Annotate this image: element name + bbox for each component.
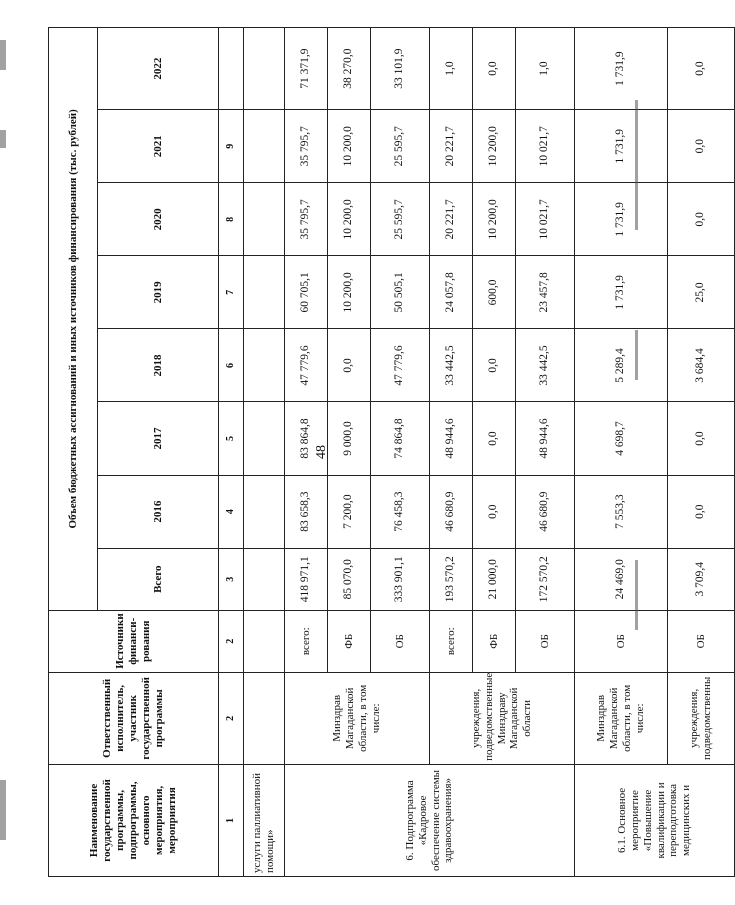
header-year: 2021 [98, 110, 219, 183]
header-volume: Объем бюджетных ассигнований и иных источников финансирования (тыс. рублей) [49, 28, 98, 611]
value-cell: 10 200,0 [473, 110, 516, 183]
value-cell: 83 658,3 [285, 475, 328, 548]
value-cell: 48 944,6 [430, 402, 473, 475]
header-year: 2019 [98, 256, 219, 329]
column-index: 1 [219, 764, 244, 876]
executor-sub: учреждения, подведомственные Минздраву Магаданской области [430, 672, 575, 764]
value-cell: 1 731,9 [575, 110, 668, 183]
value-cell: 20 221,7 [430, 183, 473, 256]
value-cell: 0,0 [668, 475, 735, 548]
value-cell: 9 000,0 [328, 402, 371, 475]
value-cell: 10 021,7 [516, 183, 575, 256]
header-row-top [49, 28, 98, 877]
value-cell: 60 705,1 [285, 256, 328, 329]
value-cell: 46 680,9 [430, 475, 473, 548]
executor-main: Минздрав Магаданской области, в том числе: [285, 672, 430, 764]
scan-edge-mark [0, 780, 6, 840]
column-index: 4 [219, 475, 244, 548]
table-row [668, 28, 735, 877]
executor-main: Минздрав Магаданской области, в том числе: [575, 672, 668, 764]
value-cell: 33 442,5 [516, 329, 575, 402]
column-index: 2 [219, 672, 244, 764]
value-cell: 23 457,8 [516, 256, 575, 329]
value-cell: 50 505,1 [371, 256, 430, 329]
value-cell: 47 779,6 [371, 329, 430, 402]
header-source: Источники финанси-рования [49, 610, 219, 672]
budget-table [48, 27, 735, 877]
value-cell: 1 731,9 [575, 256, 668, 329]
header-year: 2020 [98, 183, 219, 256]
value-cell: 0,0 [473, 475, 516, 548]
total-cell: 172 570,2 [516, 548, 575, 610]
total-cell: 3 709,4 [668, 548, 735, 610]
value-cell: 1 731,9 [575, 28, 668, 110]
total-cell: 193 570,2 [430, 548, 473, 610]
total-cell: 85 070,0 [328, 548, 371, 610]
column-index: 9 [219, 110, 244, 183]
column-index: 6 [219, 329, 244, 402]
value-cell: 35 795,7 [285, 110, 328, 183]
value-cell: 0,0 [668, 402, 735, 475]
scan-edge-mark [635, 330, 638, 380]
value-cell: 46 680,9 [516, 475, 575, 548]
activity-name: 6.1. Основное мероприятие «Повышение квалификации и переподготовка медицинских и [575, 764, 735, 876]
value-cell: 33 442,5 [430, 329, 473, 402]
source-cell: ОБ [371, 610, 430, 672]
page-number: 48 [314, 445, 329, 459]
table-row-continuation [244, 28, 285, 877]
value-cell: 25,0 [668, 256, 735, 329]
value-cell: 7 200,0 [328, 475, 371, 548]
value-cell: 25 595,7 [371, 183, 430, 256]
value-cell: 1,0 [516, 28, 575, 110]
header-total: Всего [98, 548, 219, 610]
value-cell: 0,0 [668, 110, 735, 183]
value-cell: 33 101,9 [371, 28, 430, 110]
value-cell: 7 553,3 [575, 475, 668, 548]
table-row [285, 28, 328, 877]
value-cell: 10 200,0 [473, 183, 516, 256]
scan-edge-mark [0, 40, 6, 70]
value-cell: 0,0 [473, 28, 516, 110]
value-cell: 47 779,6 [285, 329, 328, 402]
row-name: услуги паллиативной помощи» [244, 764, 285, 876]
header-year: 2016 [98, 475, 219, 548]
value-cell: 10 021,7 [516, 110, 575, 183]
value-cell: 10 200,0 [328, 183, 371, 256]
column-index: 8 [219, 183, 244, 256]
value-cell: 76 458,3 [371, 475, 430, 548]
value-cell: 0,0 [473, 329, 516, 402]
value-cell: 0,0 [668, 28, 735, 110]
header-name: Наименование государственной программы, подпрограммы, основного мероприятия, мероприятия [49, 764, 219, 876]
value-cell: 10 200,0 [328, 110, 371, 183]
value-cell: 0,0 [473, 402, 516, 475]
value-cell: 600,0 [473, 256, 516, 329]
value-cell: 48 944,6 [516, 402, 575, 475]
source-cell: всего: [285, 610, 328, 672]
scan-edge-mark [0, 130, 6, 148]
subprogram-name: 6. Подпрограмма «Кадровое обеспечение системы здравоохранения» [285, 764, 575, 876]
value-cell: 10 200,0 [328, 256, 371, 329]
column-index: 7 [219, 256, 244, 329]
budget-table-rotated [48, 27, 713, 877]
value-cell: 3 684,4 [668, 329, 735, 402]
header-year: 2022 [98, 28, 219, 110]
value-cell: 25 595,7 [371, 110, 430, 183]
total-cell: 418 971,1 [285, 548, 328, 610]
table-row [575, 28, 668, 877]
value-cell: 4 698,7 [575, 402, 668, 475]
column-index [219, 28, 244, 110]
source-cell: ОБ [575, 610, 668, 672]
value-cell: 0,0 [668, 183, 735, 256]
total-cell: 21 000,0 [473, 548, 516, 610]
column-index: 3 [219, 548, 244, 610]
value-cell: 5 289,4 [575, 329, 668, 402]
value-cell: 38 270,0 [328, 28, 371, 110]
header-executor: Ответственный исполнитель, участник государственной программы [49, 672, 219, 764]
table-row [430, 28, 473, 877]
source-cell: ФБ [473, 610, 516, 672]
value-cell: 1 731,9 [575, 183, 668, 256]
value-cell: 1,0 [430, 28, 473, 110]
column-index: 2 [219, 610, 244, 672]
total-cell: 333 901,1 [371, 548, 430, 610]
scan-edge-mark [635, 100, 638, 230]
value-cell: 83 864,8 [285, 402, 328, 475]
column-index-row [219, 28, 244, 877]
source-cell: всего: [430, 610, 473, 672]
scan-edge-mark [635, 560, 638, 630]
value-cell: 24 057,8 [430, 256, 473, 329]
value-cell: 71 371,9 [285, 28, 328, 110]
header-year: 2017 [98, 402, 219, 475]
value-cell: 35 795,7 [285, 183, 328, 256]
source-cell: ОБ [668, 610, 735, 672]
source-cell: ОБ [516, 610, 575, 672]
value-cell: 0,0 [328, 329, 371, 402]
column-index: 5 [219, 402, 244, 475]
value-cell: 74 864,8 [371, 402, 430, 475]
source-cell: ФБ [328, 610, 371, 672]
executor-sub: учреждения, подведомственны [668, 672, 735, 764]
header-year: 2018 [98, 329, 219, 402]
total-cell: 24 469,0 [575, 548, 668, 610]
value-cell: 20 221,7 [430, 110, 473, 183]
